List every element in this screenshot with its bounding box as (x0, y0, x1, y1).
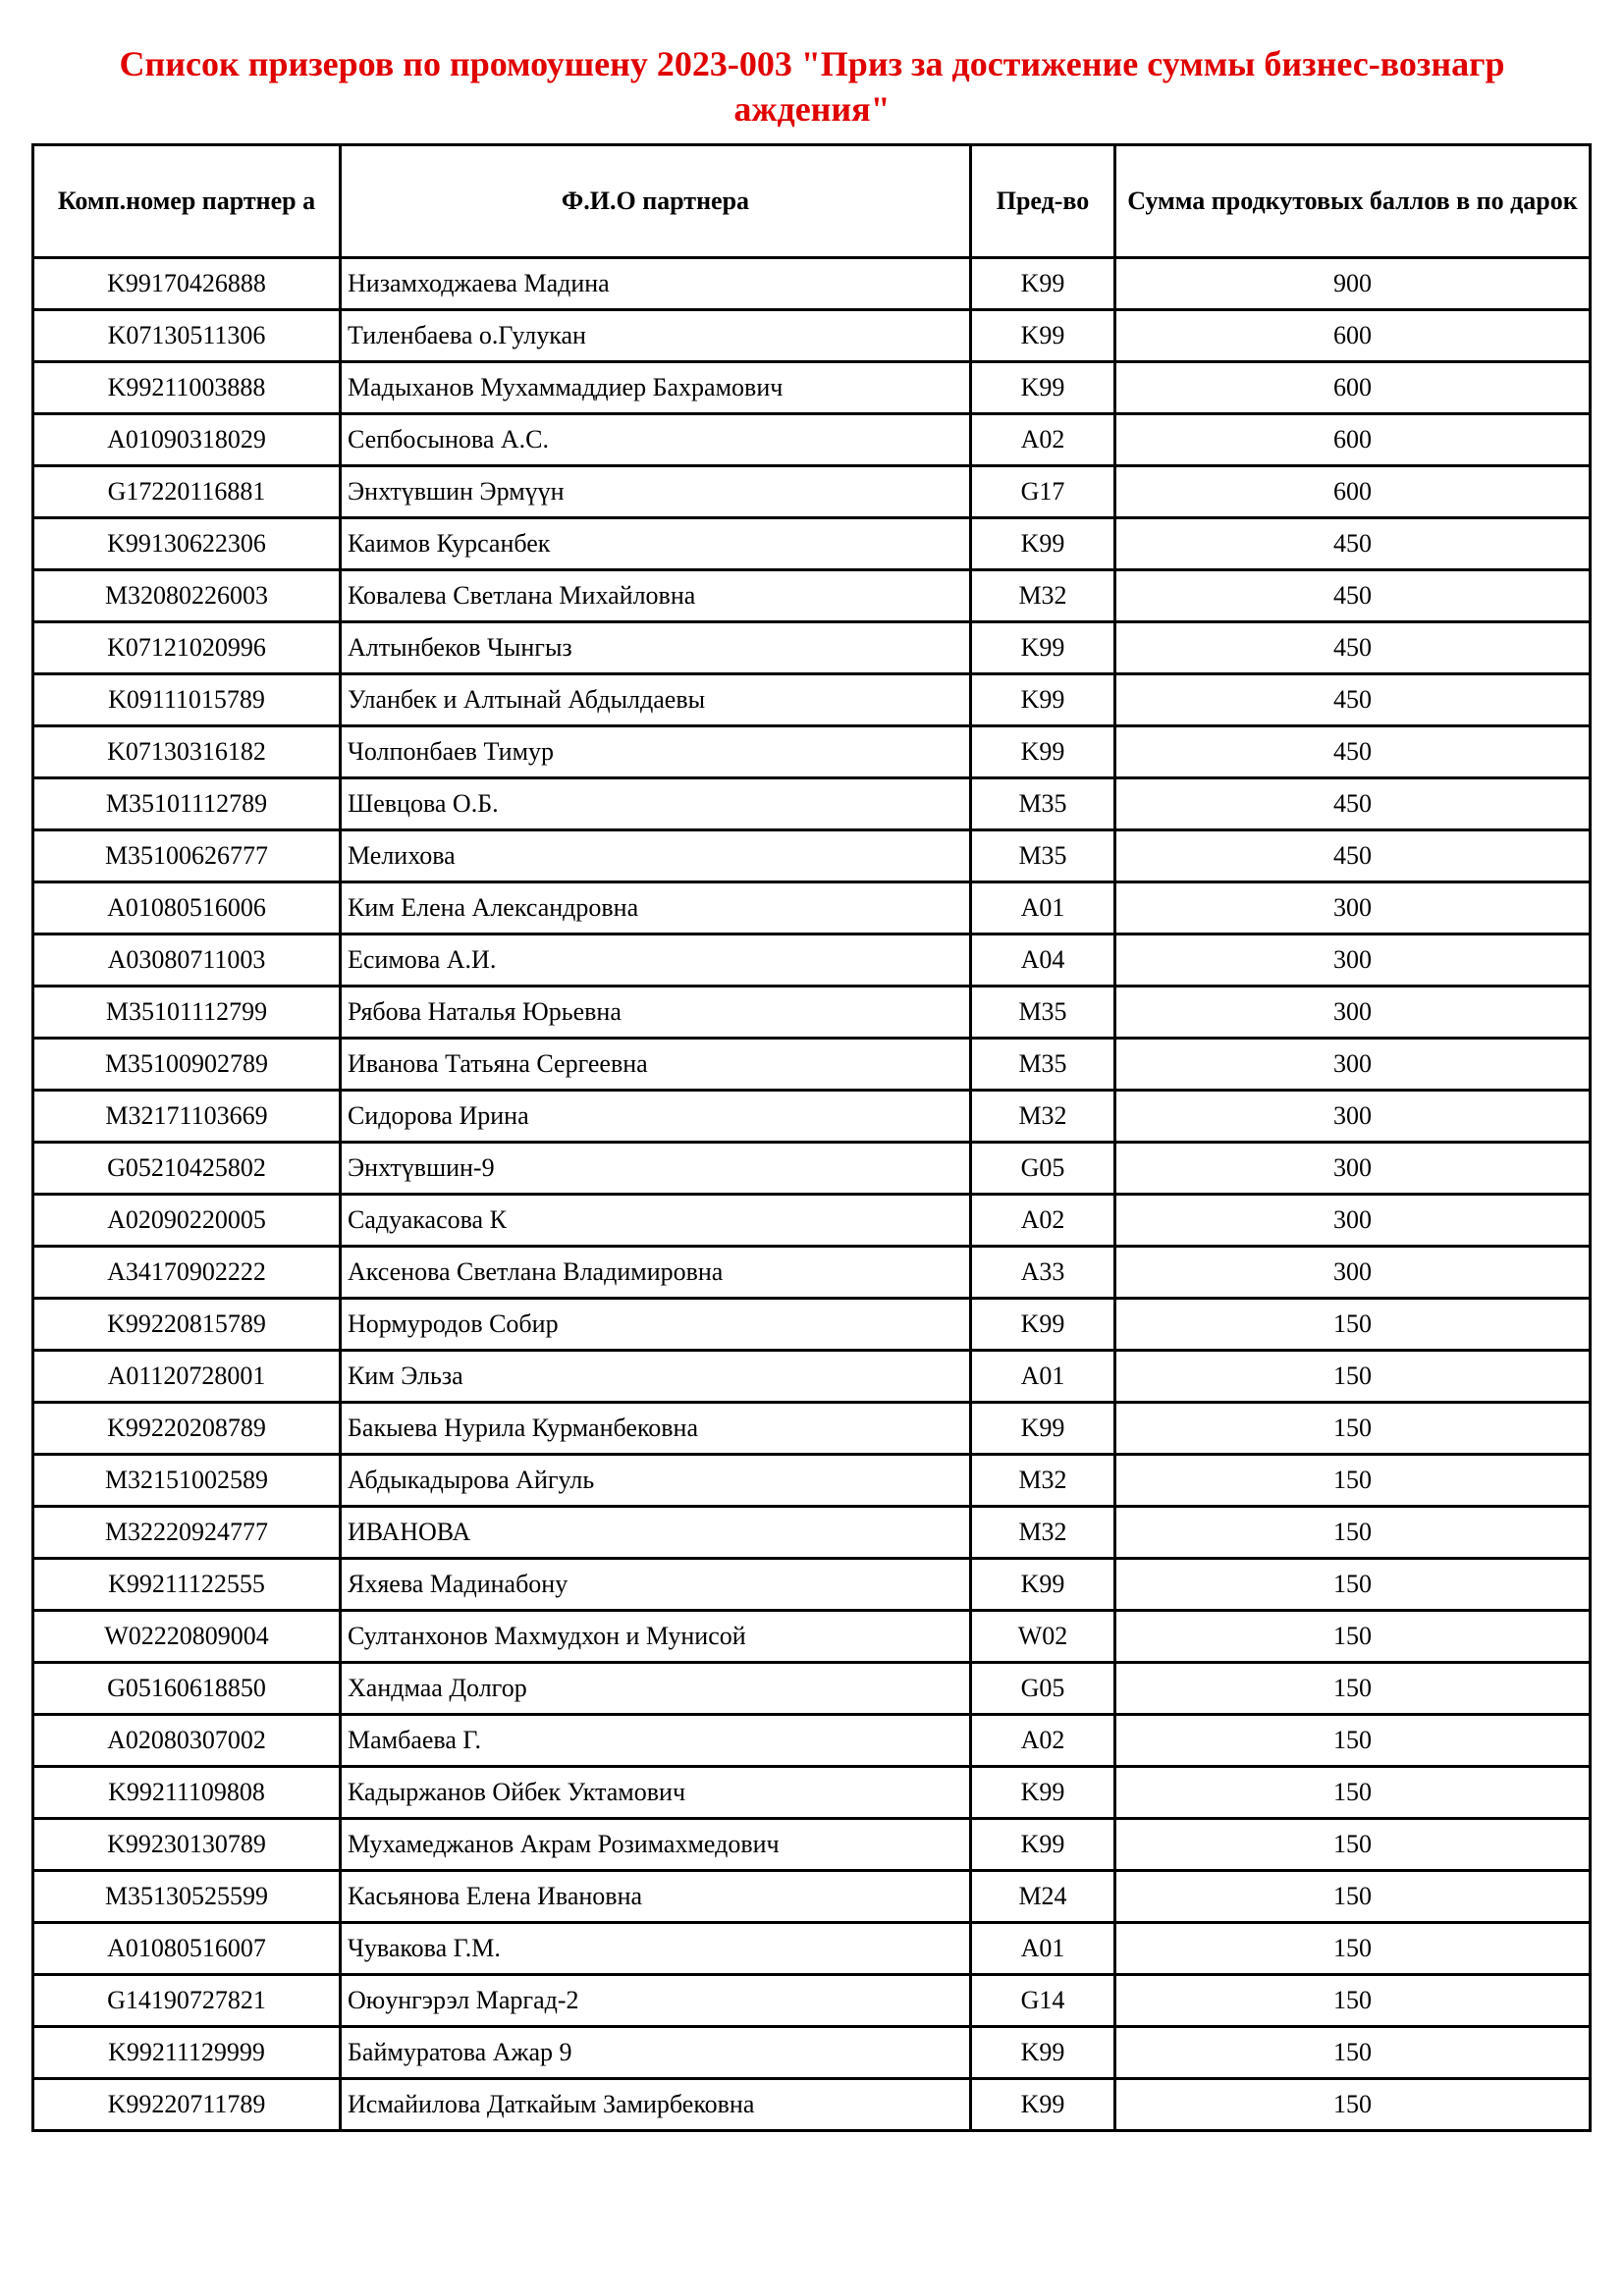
table-row (33, 1247, 1591, 1299)
region-cell: M32 (971, 1507, 1115, 1559)
partner-id-cell: A34170902222 (33, 1247, 341, 1299)
region-cell: K99 (971, 1299, 1115, 1351)
points-sum-cell: 300 (1115, 1091, 1591, 1143)
partner-id-cell: K07130511306 (33, 310, 341, 362)
table-row (33, 1039, 1591, 1091)
points-sum-cell: 150 (1115, 1767, 1591, 1819)
partner-id-cell: K99211109808 (33, 1767, 341, 1819)
points-sum-cell: 300 (1115, 1247, 1591, 1299)
partner-id-cell: M35101112799 (33, 987, 341, 1039)
partner-id-cell: K09111015789 (33, 674, 341, 726)
header-partner-name: Ф.И.О партнера (341, 145, 971, 258)
points-sum-cell: 150 (1115, 1715, 1591, 1767)
points-sum-cell: 150 (1115, 2079, 1591, 2131)
region-cell: K99 (971, 258, 1115, 310)
region-cell: K99 (971, 518, 1115, 570)
points-sum-cell: 300 (1115, 934, 1591, 987)
region-cell: A02 (971, 1715, 1115, 1767)
partner-id-cell: M35100902789 (33, 1039, 341, 1091)
header-partner-id: Комп.номер партнер а (33, 145, 341, 258)
table-row (33, 1663, 1591, 1715)
region-cell: M35 (971, 987, 1115, 1039)
partner-id-cell: G17220116881 (33, 466, 341, 518)
region-cell: A04 (971, 934, 1115, 987)
table-row (33, 1715, 1591, 1767)
partner-id-cell: K99130622306 (33, 518, 341, 570)
partner-id-cell: K99220815789 (33, 1299, 341, 1351)
partner-name-cell: Абдыкадырова Айгуль (341, 1455, 971, 1507)
table-row (33, 518, 1591, 570)
partner-id-cell: K99230130789 (33, 1819, 341, 1871)
partner-name-cell: Низамходжаева Мадина (341, 258, 971, 310)
partner-name-cell: Мадыханов Мухаммаддиер Бахрамович (341, 362, 971, 414)
partner-id-cell: M35100626777 (33, 830, 341, 882)
partner-id-cell: K99211003888 (33, 362, 341, 414)
region-cell: G17 (971, 466, 1115, 518)
partner-name-cell: Шевцова О.Б. (341, 778, 971, 830)
points-sum-cell: 150 (1115, 2027, 1591, 2079)
table-row (33, 622, 1591, 674)
points-sum-cell: 900 (1115, 258, 1591, 310)
page-title-line-1: Список призеров по промоушену 2023-003 "Приз за достижение суммы бизнес-вознагр (119, 44, 1505, 83)
partner-name-cell: Баймуратова Ажар 9 (341, 2027, 971, 2079)
points-sum-cell: 150 (1115, 1403, 1591, 1455)
table-row (33, 2079, 1591, 2131)
partner-name-cell: Ким Эльза (341, 1351, 971, 1403)
region-cell: M35 (971, 1039, 1115, 1091)
table-row (33, 1195, 1591, 1247)
table-row (33, 1611, 1591, 1663)
partner-id-cell: A01090318029 (33, 414, 341, 466)
region-cell: K99 (971, 2079, 1115, 2131)
table-row (33, 1559, 1591, 1611)
region-cell: M35 (971, 778, 1115, 830)
table-row (33, 1767, 1591, 1819)
table-row (33, 1871, 1591, 1923)
table-row (33, 830, 1591, 882)
region-cell: G05 (971, 1143, 1115, 1195)
region-cell: M32 (971, 1455, 1115, 1507)
partner-name-cell: Рябова Наталья Юрьевна (341, 987, 971, 1039)
partner-id-cell: A01120728001 (33, 1351, 341, 1403)
partner-name-cell: Иванова Татьяна Сергеевна (341, 1039, 971, 1091)
partner-id-cell: A02080307002 (33, 1715, 341, 1767)
partner-name-cell: Каимов Курсанбек (341, 518, 971, 570)
partner-id-cell: M35101112789 (33, 778, 341, 830)
points-sum-cell: 450 (1115, 778, 1591, 830)
points-sum-cell: 600 (1115, 466, 1591, 518)
partner-id-cell: A01080516006 (33, 882, 341, 934)
region-cell: K99 (971, 310, 1115, 362)
region-cell: K99 (971, 1767, 1115, 1819)
table-row (33, 1455, 1591, 1507)
partner-name-cell: Чолпонбаев Тимур (341, 726, 971, 778)
points-sum-cell: 300 (1115, 882, 1591, 934)
region-cell: A02 (971, 414, 1115, 466)
partner-id-cell: K99211129999 (33, 2027, 341, 2079)
table-row (33, 414, 1591, 466)
table-row (33, 987, 1591, 1039)
table-body (33, 258, 1591, 2131)
page-title-line-2: аждения" (733, 89, 891, 129)
partner-name-cell: Сепбосынова А.С. (341, 414, 971, 466)
partner-name-cell: Бакыева Нурила Курманбековна (341, 1403, 971, 1455)
region-cell: G14 (971, 1975, 1115, 2027)
partner-name-cell: Уланбек и Алтынай Абдылдаевы (341, 674, 971, 726)
table-row (33, 934, 1591, 987)
table-row (33, 2027, 1591, 2079)
points-sum-cell: 300 (1115, 1143, 1591, 1195)
partner-name-cell: Оюунгэрэл Маргад-2 (341, 1975, 971, 2027)
points-sum-cell: 450 (1115, 674, 1591, 726)
points-sum-cell: 150 (1115, 1455, 1591, 1507)
region-cell: M32 (971, 1091, 1115, 1143)
partner-id-cell: G05160618850 (33, 1663, 341, 1715)
table-row (33, 1507, 1591, 1559)
points-sum-cell: 150 (1115, 1975, 1591, 2027)
region-cell: K99 (971, 622, 1115, 674)
points-sum-cell: 450 (1115, 622, 1591, 674)
region-cell: A01 (971, 882, 1115, 934)
partner-name-cell: Мухамеджанов Акрам Розимахмедович (341, 1819, 971, 1871)
header-region: Пред-во (971, 145, 1115, 258)
table-row (33, 1403, 1591, 1455)
table-row (33, 1143, 1591, 1195)
points-sum-cell: 150 (1115, 1299, 1591, 1351)
partner-name-cell: Алтынбеков Чынгыз (341, 622, 971, 674)
region-cell: K99 (971, 726, 1115, 778)
points-sum-cell: 450 (1115, 830, 1591, 882)
partner-name-cell: Энхтүвшин-9 (341, 1143, 971, 1195)
table-row (33, 1091, 1591, 1143)
table-row (33, 1351, 1591, 1403)
points-sum-cell: 600 (1115, 310, 1591, 362)
partner-name-cell: Мамбаева Г. (341, 1715, 971, 1767)
points-sum-cell: 600 (1115, 362, 1591, 414)
points-sum-cell: 150 (1115, 1507, 1591, 1559)
table-row (33, 882, 1591, 934)
points-sum-cell: 150 (1115, 1871, 1591, 1923)
partner-id-cell: K99220711789 (33, 2079, 341, 2131)
partner-id-cell: K99170426888 (33, 258, 341, 310)
table-row (33, 1819, 1591, 1871)
region-cell: A02 (971, 1195, 1115, 1247)
partner-name-cell: Тиленбаева о.Гулукан (341, 310, 971, 362)
partner-name-cell: Садуакасова К (341, 1195, 971, 1247)
region-cell: A01 (971, 1923, 1115, 1975)
points-sum-cell: 300 (1115, 1039, 1591, 1091)
points-sum-cell: 150 (1115, 1663, 1591, 1715)
partner-id-cell: K07121020996 (33, 622, 341, 674)
region-cell: K99 (971, 2027, 1115, 2079)
partner-name-cell: Чувакова Г.М. (341, 1923, 971, 1975)
region-cell: M32 (971, 570, 1115, 622)
points-sum-cell: 150 (1115, 1923, 1591, 1975)
partner-id-cell: A01080516007 (33, 1923, 341, 1975)
partner-id-cell: M32080226003 (33, 570, 341, 622)
region-cell: K99 (971, 674, 1115, 726)
region-cell: G05 (971, 1663, 1115, 1715)
partner-id-cell: K99220208789 (33, 1403, 341, 1455)
partner-name-cell: Яхяева Мадинабону (341, 1559, 971, 1611)
prize-winners-table (31, 143, 1592, 2132)
region-cell: A01 (971, 1351, 1115, 1403)
header-row (33, 145, 1591, 258)
partner-id-cell: A03080711003 (33, 934, 341, 987)
partner-name-cell: Ковалева Светлана Михайловна (341, 570, 971, 622)
table-row (33, 1299, 1591, 1351)
table-row (33, 466, 1591, 518)
partner-name-cell: Мелихова (341, 830, 971, 882)
partner-id-cell: M32220924777 (33, 1507, 341, 1559)
table-row (33, 726, 1591, 778)
partner-name-cell: Исмайилова Даткайым Замирбековна (341, 2079, 971, 2131)
region-cell: M24 (971, 1871, 1115, 1923)
partner-name-cell: Касьянова Елена Ивановна (341, 1871, 971, 1923)
points-sum-cell: 450 (1115, 518, 1591, 570)
region-cell: K99 (971, 362, 1115, 414)
table-row (33, 1975, 1591, 2027)
table-row (33, 1923, 1591, 1975)
partner-name-cell: Султанхонов Махмудхон и Мунисой (341, 1611, 971, 1663)
points-sum-cell: 150 (1115, 1611, 1591, 1663)
points-sum-cell: 450 (1115, 726, 1591, 778)
partner-id-cell: G14190727821 (33, 1975, 341, 2027)
points-sum-cell: 300 (1115, 1195, 1591, 1247)
table-row (33, 362, 1591, 414)
points-sum-cell: 300 (1115, 987, 1591, 1039)
region-cell: K99 (971, 1819, 1115, 1871)
partner-id-cell: G05210425802 (33, 1143, 341, 1195)
region-cell: A33 (971, 1247, 1115, 1299)
partner-id-cell: M35130525599 (33, 1871, 341, 1923)
points-sum-cell: 600 (1115, 414, 1591, 466)
partner-name-cell: Ким Елена Александровна (341, 882, 971, 934)
partner-name-cell: ИВАНОВА (341, 1507, 971, 1559)
table-row (33, 310, 1591, 362)
partner-id-cell: A02090220005 (33, 1195, 341, 1247)
partner-id-cell: W02220809004 (33, 1611, 341, 1663)
points-sum-cell: 150 (1115, 1819, 1591, 1871)
region-cell: M35 (971, 830, 1115, 882)
partner-name-cell: Сидорова Ирина (341, 1091, 971, 1143)
partner-id-cell: K07130316182 (33, 726, 341, 778)
partner-id-cell: M32171103669 (33, 1091, 341, 1143)
region-cell: W02 (971, 1611, 1115, 1663)
partner-name-cell: Нормуродов Собир (341, 1299, 971, 1351)
table-row (33, 778, 1591, 830)
partner-name-cell: Кадыржанов Ойбек Уктамович (341, 1767, 971, 1819)
table-row (33, 258, 1591, 310)
points-sum-cell: 150 (1115, 1559, 1591, 1611)
region-cell: K99 (971, 1559, 1115, 1611)
points-sum-cell: 150 (1115, 1351, 1591, 1403)
partner-id-cell: K99211122555 (33, 1559, 341, 1611)
header-points-sum: Сумма продкутовых баллов в по дарок (1115, 145, 1591, 258)
table-header (33, 145, 1591, 258)
partner-id-cell: M32151002589 (33, 1455, 341, 1507)
partner-name-cell: Есимова А.И. (341, 934, 971, 987)
page-title (31, 41, 1593, 132)
partner-name-cell: Энхтүвшин Эрмүүн (341, 466, 971, 518)
table-row (33, 674, 1591, 726)
table-row (33, 570, 1591, 622)
partner-name-cell: Аксенова Светлана Владимировна (341, 1247, 971, 1299)
region-cell: K99 (971, 1403, 1115, 1455)
partner-name-cell: Хандмаа Долгор (341, 1663, 971, 1715)
points-sum-cell: 450 (1115, 570, 1591, 622)
